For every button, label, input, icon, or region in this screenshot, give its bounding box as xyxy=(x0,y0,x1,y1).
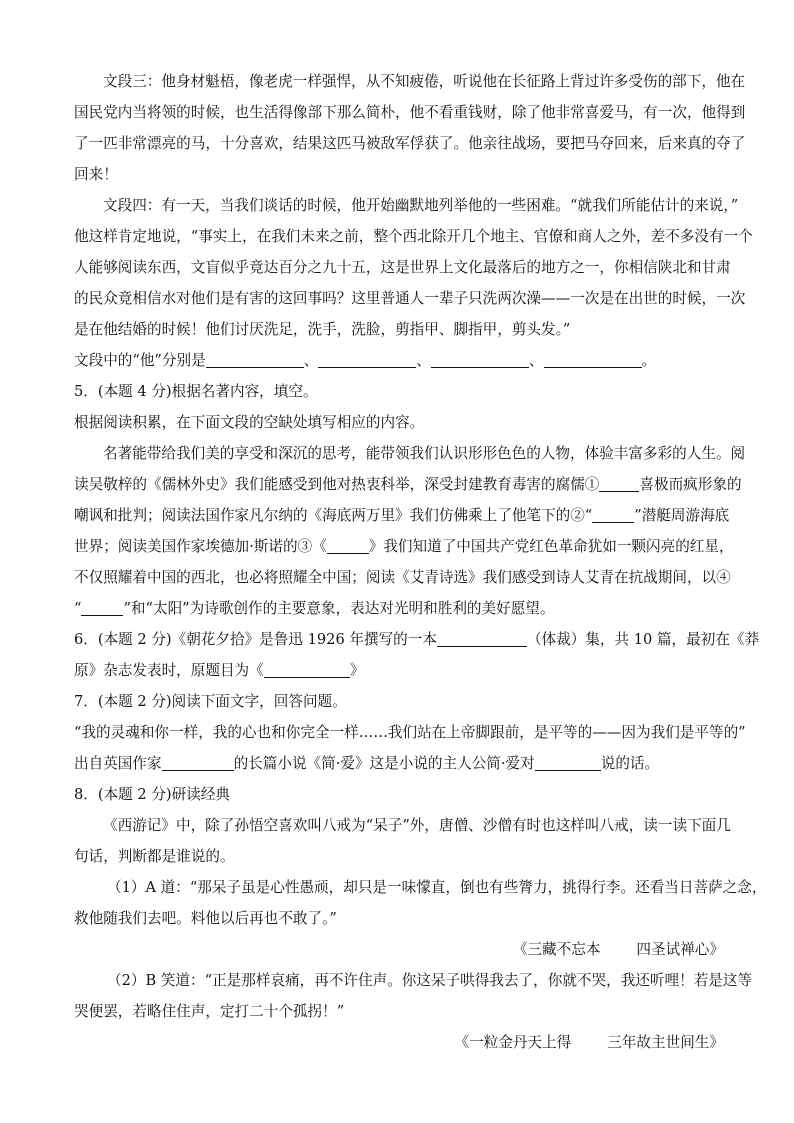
q6-line-2-text: 原》杂志发表时，原题目为《 xyxy=(74,662,264,679)
q7-quote: “我的灵魂和你一样，我的心也和你完全一样……我们站在上帝脚跟前，是平等的——因为我们是平等的” xyxy=(74,724,746,741)
q5-line-3-text: 嘲讽和批判；阅读法国作家凡尔纳的《海底两万里》我们仿佛乘上了他笔下的②“ xyxy=(74,507,593,524)
q8-a-line-2: 救他随我们去吧。料他以后再也不敢了。” xyxy=(74,910,337,927)
answer-line-prefix: 文段中的“他”分别是 xyxy=(74,352,206,369)
q7-line-3 xyxy=(74,748,724,779)
q5-line-4-text: 世界；阅读美国作家埃德加·斯诺的③《 xyxy=(74,538,327,555)
answer-line-he xyxy=(74,345,724,376)
q5-line-4-tail: 》我们知道了中国共产党红色革命犹如一颗闪亮的红星， xyxy=(368,538,734,555)
passage-4-line-5: 是在他结婚的时候！他们讨厌洗足，洗手，洗脸，剪指甲、脚指甲，剪头发。” xyxy=(74,321,571,338)
q8-a-source-part-2: 四圣试禅心》 xyxy=(636,941,724,958)
exam-page xyxy=(74,66,767,1058)
answer-blank-1[interactable] xyxy=(206,351,304,368)
question-7 xyxy=(74,686,746,779)
q8-line-1: 《西游记》中，除了孙悟空喜欢叫八戒为“呆子”外，唐僧、沙僧有时也这样叫八戒，读一读下面几 xyxy=(103,817,731,834)
q5-instruction: 根据阅读积累，在下面文段的空缺处填写相应的内容。 xyxy=(74,414,425,431)
question-8 xyxy=(74,779,767,1058)
q5-line-3 xyxy=(74,500,730,531)
q7-blank-person[interactable] xyxy=(535,754,601,771)
q6-line-1-text: 6．(本题 2 分)《朝花夕拾》是鲁迅 1926 年撰写的一本 xyxy=(74,631,437,648)
q7-blank-author[interactable] xyxy=(162,754,234,771)
passage-4-line-4: 的民众竟相信水对他们是有害的这回事吗？这里普通人一辈子只洗两次澡——一次是在出世的时候，一次 xyxy=(74,290,746,307)
q8-a-line-1: （1）A 道：“那呆子虽是心性愚顽，却只是一味懞直，倒也有些膂力，挑得行李。还看当日菩萨之念， xyxy=(107,879,767,896)
q6-blank-title[interactable] xyxy=(264,661,350,678)
q7-line-3-tail: 说的话。 xyxy=(600,755,660,772)
q5-line-6 xyxy=(74,593,724,624)
q5-line-1: 名著能带给我们美的享受和深沉的思考，能带领我们认识形形色色的人物，体验丰富多彩的人生。阅 xyxy=(103,445,746,462)
q8-b-source xyxy=(74,1027,724,1058)
q6-line-2 xyxy=(74,655,724,686)
q7-line-3-mid: 的长篇小说《简·爱》这是小说的主人公简·爱对 xyxy=(233,755,535,772)
q5-blank-3[interactable] xyxy=(327,537,369,554)
answer-line-end: 。 xyxy=(641,352,657,369)
q5-blank-2[interactable] xyxy=(592,506,634,523)
passage-3-line-4: 回来！ xyxy=(74,166,118,183)
q8-b-source-part-2: 三年故主世间生》 xyxy=(607,1034,724,1051)
q5-line-6-open: “ xyxy=(74,600,82,617)
q5-blank-1[interactable] xyxy=(599,475,639,492)
q6-line-2-tail: 》 xyxy=(349,662,365,679)
q5-line-2-text: 读吴敬梓的《儒林外史》我们能感受到他对热衷科举，深受封建教育毒害的腐儒① xyxy=(74,476,600,493)
passage-3-line-1: 文段三：他身材魁梧，像老虎一样强悍，从不知疲倦，听说他在长征路上背过许多受伤的部下，他在 xyxy=(103,73,746,90)
q5-line-5: 不仅照耀着中国的西北，也必将照耀全中国；阅读《艾青诗选》我们感受到诗人艾青在抗战期间，以④ xyxy=(74,569,731,586)
q5-line-2-tail: 喜极而疯形象的 xyxy=(639,476,742,493)
q8-a-source-part-1: 《三藏不忘本 xyxy=(512,941,601,958)
answer-separator: 、 xyxy=(528,352,544,369)
passage-3-line-3: 了一匹非常漂亮的马，十分喜欢，结果这匹马被敌军俘获了。他亲往战场，要把马夺回来，后来真的夺了 xyxy=(74,135,746,152)
q8-a-source xyxy=(74,934,724,965)
answer-blank-2[interactable] xyxy=(318,351,416,368)
question-5 xyxy=(74,376,746,624)
q7-line-3-text: 出自英国作家 xyxy=(74,755,162,772)
q5-line-3-tail: ”潜艇周游海底 xyxy=(634,507,730,524)
q8-heading: 8．(本题 2 分)研读经典 xyxy=(74,786,230,803)
q8-b-line-2: 哭便罢，若略住住声，定打二十个孤拐！” xyxy=(74,1003,345,1020)
q6-line-1 xyxy=(74,624,760,655)
question-6 xyxy=(74,624,760,686)
passage-4-line-3: 人能够阅读东西，文盲似乎竟达百分之九十五，这是世界上文化最落后的地方之一，你相信陕北和甘肃 xyxy=(74,259,731,276)
q5-line-4 xyxy=(74,531,734,562)
q5-heading: 5．(本题 4 分)根据名著内容，填空。 xyxy=(74,383,318,400)
answer-separator: 、 xyxy=(303,352,319,369)
q6-blank-genre[interactable] xyxy=(437,630,527,647)
passage-4-line-2: 他这样肯定地说，“事实上，在我们未来之前，整个西北除开几个地主、官僚和商人之外，差不多没有一个 xyxy=(74,228,753,245)
passage-4-line-1: 文段四：有一天，当我们谈话的时候，他开始幽默地列举他的一些困难。“就我们所能估计的来说，” xyxy=(103,197,739,214)
passage-4 xyxy=(74,190,753,345)
passage-3-line-2: 国民党内当将领的时候，也生活得像部下那么简朴，他不看重钱财，除了他非常喜爱马，有一次，他得到 xyxy=(74,104,746,121)
q8-line-2: 句话，判断都是谁说的。 xyxy=(74,848,235,865)
q5-blank-4[interactable] xyxy=(81,599,123,616)
passage-3 xyxy=(74,66,746,190)
q7-heading: 7．(本题 2 分)阅读下面文字，回答问题。 xyxy=(74,693,347,710)
q8-b-line-1: （2）B 笑道：“正是那样哀痛，再不许住声。你这呆子哄得我去了，你就不哭，我还听哩！若是这等 xyxy=(107,972,753,989)
q8-b-source-part-1: 《一粒金丹天上得 xyxy=(454,1034,572,1051)
q5-line-6-tail: ”和“太阳”为诗歌创作的主要意象，表达对光明和胜利的美好愿望。 xyxy=(123,600,555,617)
q5-line-2 xyxy=(74,469,742,500)
q6-line-1-tail: （体裁）集，共 10 篇，最初在《莽 xyxy=(526,631,760,648)
answer-blank-4[interactable] xyxy=(544,351,642,368)
answer-blank-3[interactable] xyxy=(431,351,529,368)
answer-separator: 、 xyxy=(416,352,431,369)
